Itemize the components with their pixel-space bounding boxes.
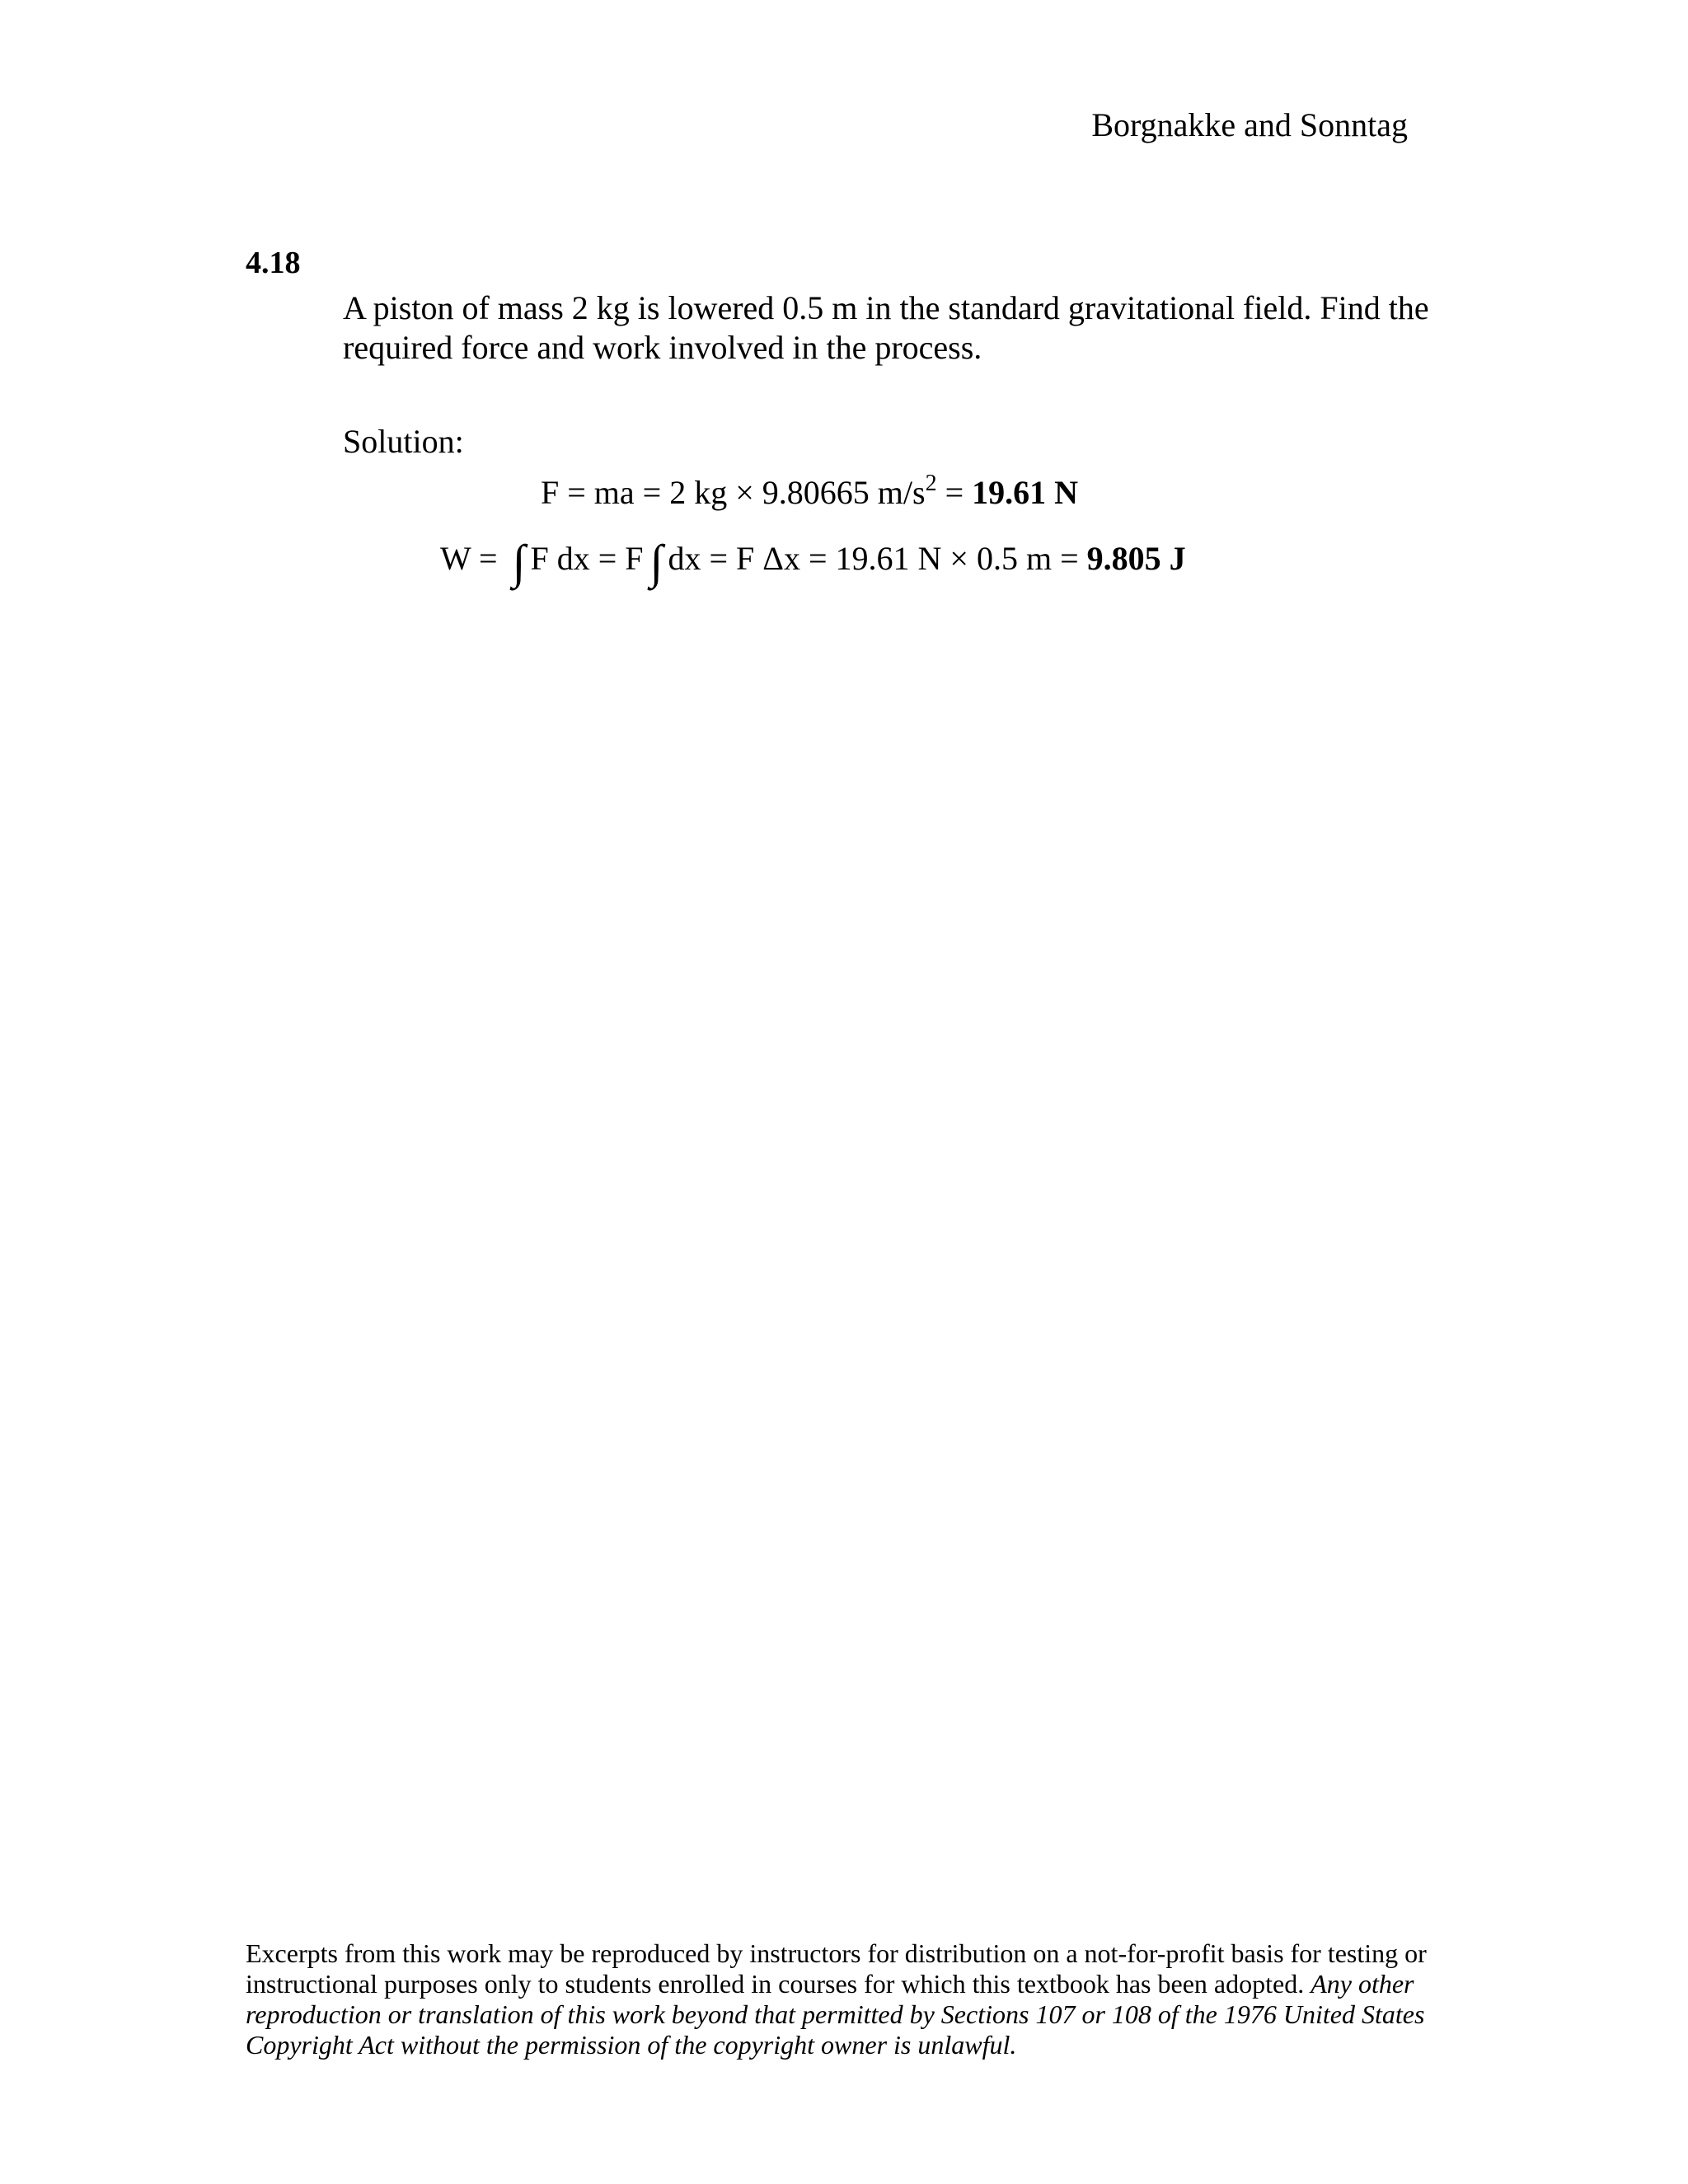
work-result: 9.805 J (1086, 540, 1186, 577)
copyright-notice (246, 1938, 1432, 2060)
copyright-italic: Any other reproduction or translation of this work beyond that permitted by Sections 107 or 108 of the 1976 United States Copyright Act without the permission of the copyright owner is unlawful. (246, 1969, 1425, 2060)
copyright-plain: Excerpts from this work may be reproduced by instructors for distribution on a not-for-profit basis for testing or instructional purposes only to students enrolled in courses for which this textbook has been adopted. (246, 1938, 1427, 1999)
solution-label: Solution: (343, 423, 464, 460)
work-equation (440, 535, 1186, 588)
page-header-authors: Borgnakke and Sonntag (1091, 106, 1408, 143)
problem-number: 4.18 (246, 246, 301, 280)
work-equation-term3: dx (668, 540, 701, 577)
force-equation-exponent: 2 (925, 471, 937, 496)
integral-symbol-1: ∫ (512, 535, 526, 588)
work-equation-term1: F dx (530, 540, 590, 577)
work-equation-lhs: W = (440, 540, 506, 577)
work-equation-term2: = F (598, 540, 644, 577)
work-equation-term4: = F Δx = 19.61 N × 0.5 m = (709, 540, 1087, 577)
force-equation (541, 473, 1078, 513)
force-result: 19.61 N (972, 474, 1079, 511)
force-equation-lhs: F = ma = 2 kg × 9.80665 m/s (541, 474, 926, 511)
force-equation-equals: = (936, 474, 973, 511)
problem-statement: A piston of mass 2 kg is lowered 0.5 m in the standard gravitational field. Find the required force and work involved in the process. (343, 289, 1429, 366)
integral-symbol-2: ∫ (649, 535, 663, 588)
